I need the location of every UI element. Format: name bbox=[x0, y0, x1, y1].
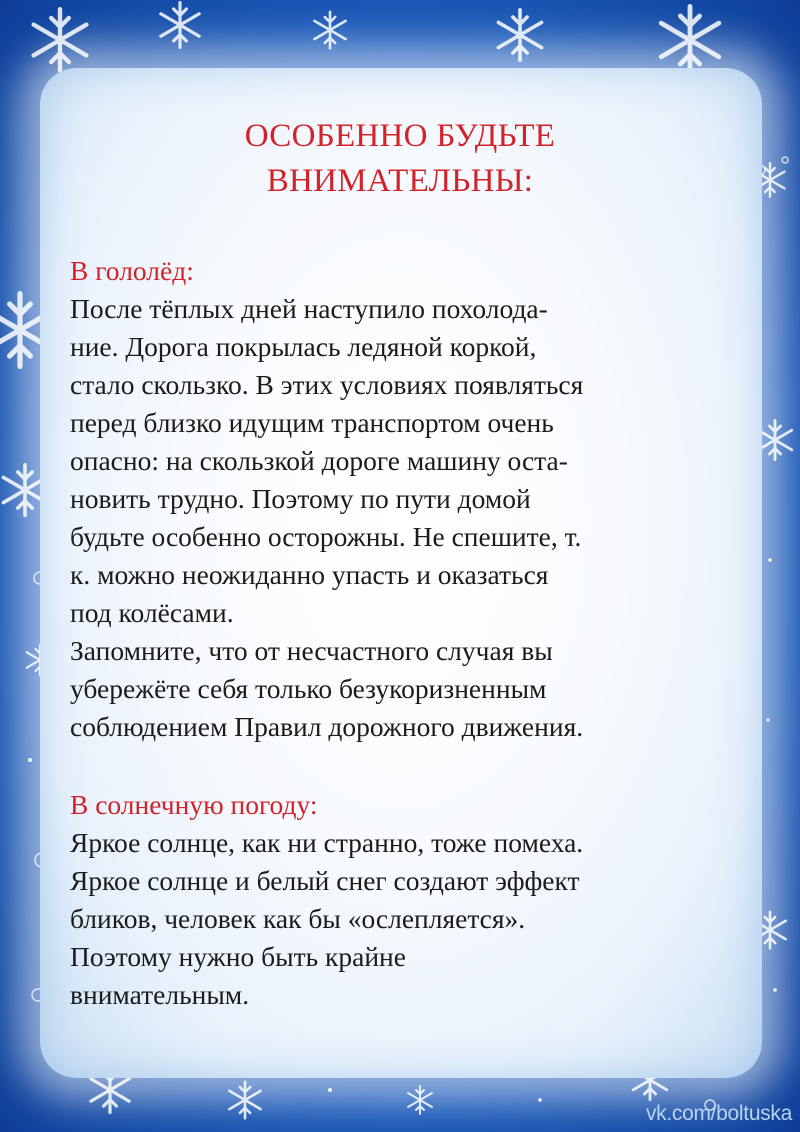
text-line: соблюдением Правил дорожного движения. bbox=[70, 711, 584, 742]
document-body bbox=[70, 252, 750, 1014]
title-line-1: ОСОБЕННО БУДЬТЕ bbox=[244, 118, 556, 154]
text-line: Запомните, что от несчастного случая вы bbox=[70, 635, 553, 666]
text-line: новить трудно. Поэтому по пути домой bbox=[70, 483, 531, 514]
text-line: под колёсами. bbox=[70, 597, 234, 628]
text-line: бликов, человек как бы «ослепляется». bbox=[70, 903, 526, 934]
text-line: ние. Дорога покрылась ледяной коркой, bbox=[70, 331, 537, 362]
section-gap bbox=[70, 746, 750, 786]
text-line: Поэтому нужно быть крайне bbox=[70, 941, 406, 972]
text-line: стало скользко. В этих условиях появляться bbox=[70, 369, 584, 400]
section-text-ice bbox=[70, 290, 750, 746]
section-heading-sun: В солнечную погоду: bbox=[70, 789, 318, 820]
text-line: Яркое солнце, как ни странно, тоже помеха. bbox=[70, 827, 584, 858]
text-line: будьте особенно осторожны. Не спешите, т. bbox=[70, 521, 582, 552]
text-line: После тёплых дней наступило похолода- bbox=[70, 293, 548, 324]
text-line: опасно: на скользкой дороге машину оста- bbox=[70, 445, 568, 476]
watermark-link[interactable]: vk.com/boltuska bbox=[645, 1102, 792, 1125]
text-line: перед близко идущим транспортом очень bbox=[70, 407, 554, 438]
text-line: Яркое солнце и белый снег создают эффект bbox=[70, 865, 580, 896]
text-line: убережёте себя только безукоризненным bbox=[70, 673, 547, 704]
text-line: внимательным. bbox=[70, 979, 250, 1010]
section-heading-ice: В гололёд: bbox=[70, 255, 194, 286]
text-line: к. можно неожиданно упасть и оказаться bbox=[70, 559, 549, 590]
page-title bbox=[0, 114, 800, 204]
section-text-sun bbox=[70, 824, 750, 1014]
title-line-2: ВНИМАТЕЛЬНЫ: bbox=[266, 163, 534, 199]
